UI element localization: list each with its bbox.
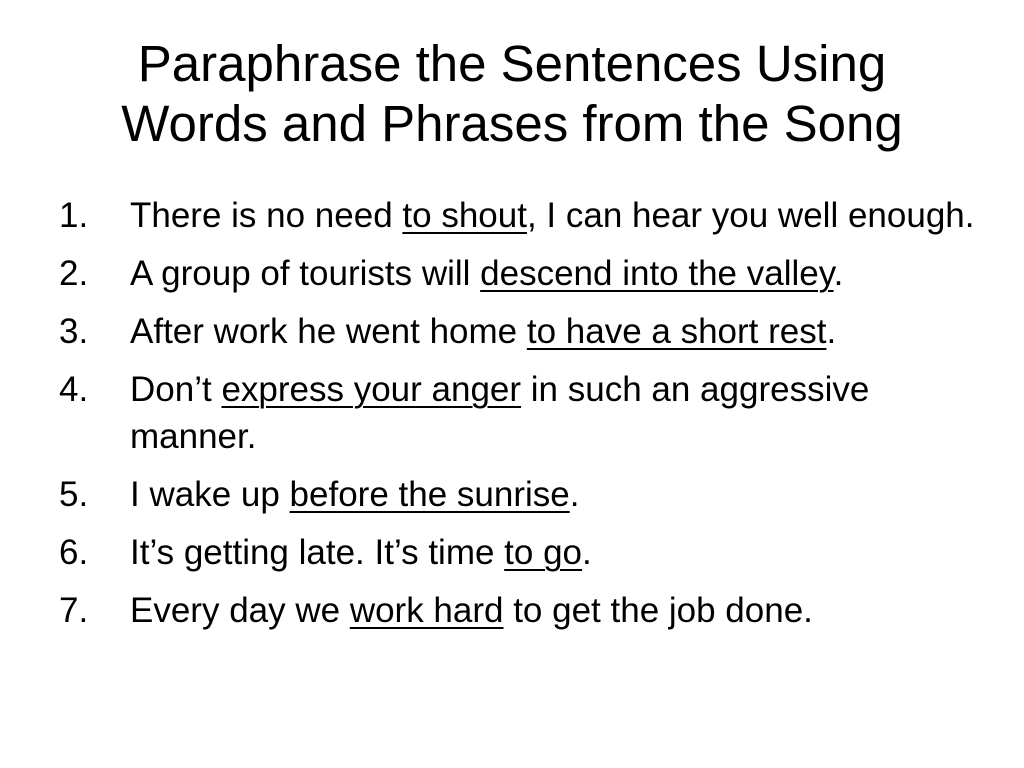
sentence-text-before: There is no need bbox=[130, 196, 403, 235]
list-item bbox=[56, 250, 976, 297]
title-line-1: Paraphrase the Sentences Using bbox=[137, 35, 887, 92]
slide-title bbox=[40, 34, 984, 154]
list-item bbox=[56, 587, 976, 634]
sentence-text-after: , I can hear you well enough. bbox=[526, 196, 975, 235]
underlined-phrase: to have a short rest bbox=[526, 312, 827, 351]
sentence-list bbox=[56, 192, 976, 645]
sentence-text-before: It’s getting late. It’s time bbox=[130, 533, 505, 572]
underlined-phrase: work hard bbox=[349, 591, 504, 630]
sentence-text-after: . bbox=[833, 254, 844, 293]
title-line-2: Words and Phrases from the Song bbox=[121, 95, 903, 152]
list-item bbox=[56, 308, 976, 355]
underlined-phrase: to go bbox=[504, 533, 583, 572]
list-item bbox=[56, 366, 976, 460]
item-number: 1. bbox=[59, 196, 89, 235]
sentence-text-before: A group of tourists will bbox=[130, 254, 481, 293]
underlined-phrase: express your anger bbox=[221, 370, 522, 409]
sentence-text-after: to get the job done. bbox=[503, 591, 813, 630]
sentence-text-before: I wake up bbox=[130, 475, 290, 514]
underlined-phrase: to shout bbox=[402, 196, 527, 235]
list-item bbox=[56, 471, 976, 518]
list-item bbox=[56, 192, 976, 239]
item-number: 3. bbox=[59, 312, 89, 351]
item-number: 4. bbox=[59, 370, 89, 409]
underlined-phrase: descend into the valley bbox=[480, 254, 834, 293]
item-number: 5. bbox=[59, 475, 89, 514]
item-number: 6. bbox=[59, 533, 89, 572]
item-number: 7. bbox=[59, 591, 89, 630]
sentence-text-after: . bbox=[582, 533, 592, 572]
sentence-text-after: . bbox=[569, 475, 580, 514]
sentence-text-before: Every day we bbox=[130, 591, 350, 630]
underlined-phrase: before the sunrise bbox=[289, 475, 570, 514]
sentence-text-before: After work he went home bbox=[130, 312, 527, 351]
sentence-text-before: Don’t bbox=[130, 370, 222, 409]
sentence-text-after: in such an aggressive manner. bbox=[130, 370, 870, 456]
sentence-text-after: . bbox=[826, 312, 837, 351]
item-number: 2. bbox=[59, 254, 89, 293]
list-item bbox=[56, 529, 976, 576]
